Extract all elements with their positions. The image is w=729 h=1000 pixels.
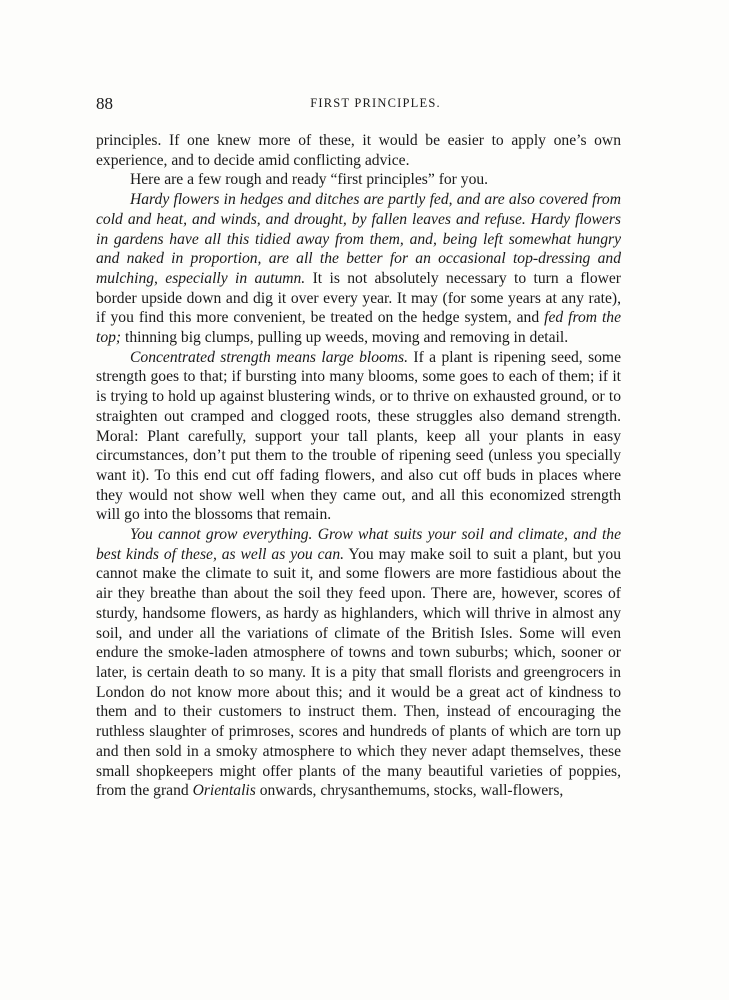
running-title: FIRST PRINCIPLES. xyxy=(310,96,441,110)
italic-run: Concentrated strength means large blooms. xyxy=(130,348,409,366)
text-run: onwards, chrysanthemums, stocks, wall-flowers, xyxy=(255,782,564,800)
paragraph-hardy-flowers xyxy=(96,190,621,348)
italic-run: Hardy flowers in hedges and ditches are partly fed, and are also covered from cold and heat, and winds, and drought, by fallen leaves and refuse. Hardy flowers in gardens have all this tidied away from them, and, being left somewhat hungry and naked in proportion, are all the better for an occasional top-dressing and mulching, especially in autumn. xyxy=(96,191,621,287)
text-run: If a plant is ripening seed, some strength goes to that; if bursting into many blooms, some goes to each of them; if it is trying to hold up against blustering winds, or to thrive on exhausted ground, or to straighten out cramped and clogged roots, these struggles also demand strength. Moral: Plant carefully, support your tall plants, keep all your plants in easy circumstances, don’t put them to the trouble of ripening seed (unless you specially want it). To this end cut off fading flowers, and also cut off buds in places where they would not show well when they came out, and all this economized strength will go into the blossoms that remain. xyxy=(96,348,621,524)
text-run: You may make soil to suit a plant, but you cannot make the climate to suit it, and some flowers are more fastidious about the air they breathe than about the soil they feed upon. There are, however, scores of sturdy, handsome flowers, as hardy as highlanders, which will thrive in almost any soil, and under all the variations of climate of the British Isles. Some will even endure the smoke-laden atmosphere of towns and town suburbs; which, sooner or later, is certain death to so many. It is a pity that small florists and greengrocers in London do not know more about this; and it would be a great act of kindness to them and to their customers to instruct them. Then, instead of encouraging the ruthless slaughter of primroses, scores and hundreds of plants of which are torn up and then sold in a smoky atmosphere to which they never adapt themselves, these small shopkeepers might offer plants of the many beautiful varieties of poppies, from the grand xyxy=(96,545,621,800)
paragraph-concentrated-strength xyxy=(96,348,621,525)
text-run: Here are a few rough and ready “first principles” for you. xyxy=(130,171,489,189)
italic-run: fed from the top; xyxy=(96,309,622,347)
body-text xyxy=(96,131,621,801)
italic-run: Orientalis xyxy=(192,782,256,800)
paragraph-continuation xyxy=(96,131,621,170)
paragraph-intro xyxy=(96,170,621,190)
running-head xyxy=(96,94,629,114)
text-run: principles. If one knew more of these, it would be easier to apply one’s own experience, and to decide amid conflicting advice. xyxy=(96,132,621,169)
paragraph-cannot-grow-everything xyxy=(96,525,621,801)
text-run: thinning big clumps, pulling up weeds, moving and removing in detail. xyxy=(121,329,569,347)
italic-run: You cannot grow everything. Grow what suits your soil and climate, and the best kinds of these, as well as you can. xyxy=(96,526,621,563)
text-run: It is not absolutely necessary to turn a flower border upside down and dig it over every year. It may (for some years at any rate), if you find this more convenient, be treated on the hedge system, and xyxy=(96,269,621,327)
page-number: 88 xyxy=(96,94,113,113)
